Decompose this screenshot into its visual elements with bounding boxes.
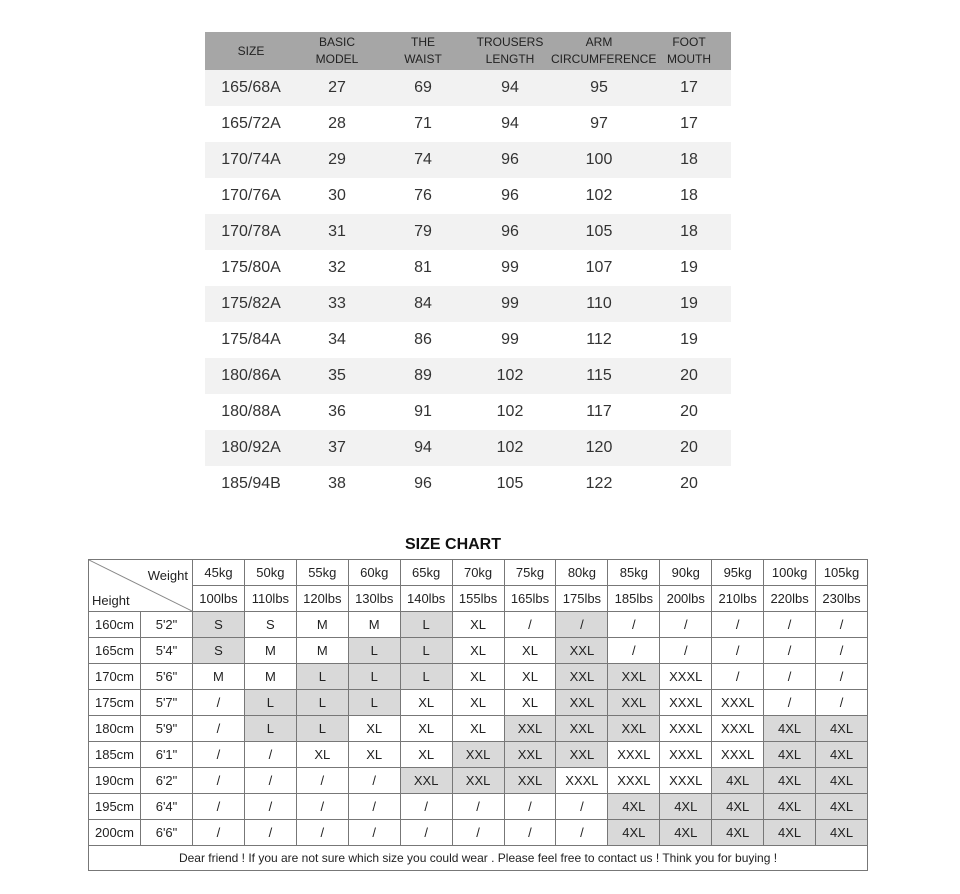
size-cell: 4XL: [712, 794, 764, 820]
measurement-cell: 105: [551, 214, 647, 250]
height-ft-cell: 6'2": [141, 768, 193, 794]
measurement-cell: 79: [377, 214, 469, 250]
size-cell: XL: [348, 716, 400, 742]
size-cell: 4XL: [660, 794, 712, 820]
weight-kg-cell: 90kg: [660, 560, 712, 586]
size-cell: XXXL: [712, 690, 764, 716]
measurement-cell: 99: [469, 322, 551, 358]
measurement-cell: 102: [469, 358, 551, 394]
measurement-header-2: [377, 32, 469, 70]
size-cell: M: [296, 612, 348, 638]
measurement-cell: 74: [377, 142, 469, 178]
height-cm-cell: 190cm: [89, 768, 141, 794]
size-chart-row: [89, 742, 868, 768]
size-cell: 4XL: [816, 794, 868, 820]
measurement-cell: 94: [469, 106, 551, 142]
measurement-cell: 115: [551, 358, 647, 394]
size-cell: 4XL: [764, 794, 816, 820]
size-cell: XXL: [504, 716, 556, 742]
size-chart-title: SIZE CHART: [405, 536, 501, 553]
measurement-header-text: BASIC: [318, 35, 355, 49]
height-ft-cell: 5'2": [141, 612, 193, 638]
size-cell: 4XL: [608, 794, 660, 820]
size-cell: /: [764, 690, 816, 716]
weight-lbs-cell: 110lbs: [244, 586, 296, 612]
size-cell: /: [764, 638, 816, 664]
size-cell: XL: [452, 638, 504, 664]
size-cell: XXXL: [608, 768, 660, 794]
measurement-cell: 84: [377, 286, 469, 322]
weight-kg-cell: 45kg: [193, 560, 245, 586]
measurement-header-text: SIZE: [237, 43, 265, 58]
measurement-header-5: [647, 32, 731, 70]
size-chart-row: [89, 664, 868, 690]
measurement-cell: 175/84A: [205, 322, 297, 358]
size-cell: M: [244, 664, 296, 690]
measurement-cell: 18: [647, 142, 731, 178]
measurement-cell: 110: [551, 286, 647, 322]
measurement-header-3: [469, 32, 551, 70]
contact-note: Dear friend ! If you are not sure which size you could wear . Please feel free to contact us ! Think you for buying !: [89, 846, 868, 871]
size-cell: /: [193, 820, 245, 846]
size-cell: XL: [452, 612, 504, 638]
weight-kg-cell: 50kg: [244, 560, 296, 586]
measurement-cell: 122: [551, 466, 647, 502]
measurement-cell: 105: [469, 466, 551, 502]
size-cell: /: [660, 638, 712, 664]
size-cell: /: [504, 612, 556, 638]
measurement-row: [205, 70, 731, 106]
size-cell: M: [348, 612, 400, 638]
size-cell: /: [712, 638, 764, 664]
size-cell: XXXL: [712, 716, 764, 742]
size-cell: S: [193, 638, 245, 664]
measurement-cell: 36: [297, 394, 377, 430]
weight-kg-cell: 105kg: [816, 560, 868, 586]
size-cell: /: [504, 820, 556, 846]
size-cell: /: [193, 768, 245, 794]
size-cell: /: [712, 612, 764, 638]
measurement-cell: 89: [377, 358, 469, 394]
size-cell: /: [244, 820, 296, 846]
weight-lbs-cell: 200lbs: [660, 586, 712, 612]
size-cell: 4XL: [816, 716, 868, 742]
size-cell: XL: [400, 690, 452, 716]
measurement-cell: 20: [647, 466, 731, 502]
weight-kg-cell: 55kg: [296, 560, 348, 586]
weight-lbs-row: [89, 586, 868, 612]
size-cell: /: [816, 638, 868, 664]
size-chart-row: [89, 638, 868, 664]
measurement-cell: 17: [647, 106, 731, 142]
height-cm-cell: 170cm: [89, 664, 141, 690]
measurement-cell: 112: [551, 322, 647, 358]
measurement-header-text: THE: [411, 35, 435, 49]
measurement-cell: 18: [647, 214, 731, 250]
size-cell: XXL: [452, 742, 504, 768]
size-cell: XXXL: [660, 664, 712, 690]
size-cell: /: [556, 794, 608, 820]
measurement-cell: 18: [647, 178, 731, 214]
measurement-cell: 35: [297, 358, 377, 394]
size-cell: /: [296, 794, 348, 820]
size-cell: XXL: [400, 768, 452, 794]
measurement-cell: 102: [551, 178, 647, 214]
size-cell: S: [193, 612, 245, 638]
height-cm-cell: 200cm: [89, 820, 141, 846]
size-cell: L: [348, 638, 400, 664]
measurement-cell: 27: [297, 70, 377, 106]
size-cell: L: [400, 664, 452, 690]
weight-lbs-cell: 130lbs: [348, 586, 400, 612]
size-cell: /: [764, 664, 816, 690]
size-cell: /: [244, 794, 296, 820]
measurement-cell: 99: [469, 286, 551, 322]
size-cell: 4XL: [816, 768, 868, 794]
size-cell: XL: [504, 690, 556, 716]
measurement-cell: 107: [551, 250, 647, 286]
size-cell: XXL: [608, 690, 660, 716]
weight-lbs-cell: 220lbs: [764, 586, 816, 612]
measurement-cell: 20: [647, 430, 731, 466]
measurement-row: [205, 394, 731, 430]
size-cell: L: [296, 690, 348, 716]
size-chart-row: [89, 690, 868, 716]
size-cell: /: [556, 820, 608, 846]
measurement-cell: 94: [377, 430, 469, 466]
height-label: Height: [92, 593, 130, 608]
weight-lbs-cell: 120lbs: [296, 586, 348, 612]
size-cell: L: [400, 638, 452, 664]
size-cell: XXL: [556, 664, 608, 690]
measurement-cell: 30: [297, 178, 377, 214]
size-cell: XL: [452, 664, 504, 690]
weight-kg-cell: 95kg: [712, 560, 764, 586]
weight-lbs-cell: 140lbs: [400, 586, 452, 612]
measurement-cell: 96: [469, 214, 551, 250]
size-cell: /: [608, 612, 660, 638]
weight-kg-cell: 70kg: [452, 560, 504, 586]
measurement-cell: 37: [297, 430, 377, 466]
measurement-cell: 180/88A: [205, 394, 297, 430]
size-cell: M: [193, 664, 245, 690]
size-cell: XXXL: [660, 716, 712, 742]
height-ft-cell: 5'4": [141, 638, 193, 664]
measurement-cell: 170/76A: [205, 178, 297, 214]
size-cell: XL: [296, 742, 348, 768]
size-chart-row: [89, 716, 868, 742]
size-cell: /: [556, 612, 608, 638]
measurement-cell: 19: [647, 250, 731, 286]
size-cell: XXXL: [660, 742, 712, 768]
measurement-header-text: TROUSERS: [476, 35, 544, 49]
size-chart-row: [89, 794, 868, 820]
measurement-cell: 76: [377, 178, 469, 214]
weight-kg-cell: 100kg: [764, 560, 816, 586]
size-cell: XL: [452, 690, 504, 716]
height-cm-cell: 175cm: [89, 690, 141, 716]
size-cell: 4XL: [764, 820, 816, 846]
measurement-cell: 99: [469, 250, 551, 286]
size-cell: 4XL: [712, 820, 764, 846]
measurement-cell: 86: [377, 322, 469, 358]
height-ft-cell: 6'4": [141, 794, 193, 820]
size-cell: L: [296, 716, 348, 742]
size-cell: /: [348, 820, 400, 846]
measurement-cell: 180/92A: [205, 430, 297, 466]
size-cell: L: [244, 716, 296, 742]
size-cell: XL: [504, 664, 556, 690]
weight-lbs-cell: 185lbs: [608, 586, 660, 612]
size-cell: /: [452, 820, 504, 846]
measurement-cell: 20: [647, 394, 731, 430]
size-cell: /: [296, 768, 348, 794]
size-cell: XXL: [608, 716, 660, 742]
size-cell: /: [816, 612, 868, 638]
size-cell: L: [400, 612, 452, 638]
size-chart-table: [88, 559, 868, 871]
size-cell: /: [452, 794, 504, 820]
size-cell: L: [348, 690, 400, 716]
measurement-cell: 175/82A: [205, 286, 297, 322]
size-cell: /: [296, 820, 348, 846]
weight-kg-cell: 65kg: [400, 560, 452, 586]
size-cell: /: [348, 768, 400, 794]
measurement-cell: 180/86A: [205, 358, 297, 394]
size-cell: XL: [400, 742, 452, 768]
size-cell: /: [193, 690, 245, 716]
size-chart-row: [89, 768, 868, 794]
measurement-header-1: [297, 32, 377, 70]
height-cm-cell: 185cm: [89, 742, 141, 768]
size-cell: M: [296, 638, 348, 664]
size-cell: 4XL: [764, 768, 816, 794]
weight-lbs-cell: 165lbs: [504, 586, 556, 612]
size-chart-footer-row: [89, 846, 868, 871]
weight-label: Weight: [147, 568, 188, 583]
measurement-header-row: [205, 32, 731, 70]
measurement-row: [205, 430, 731, 466]
size-cell: /: [660, 612, 712, 638]
measurement-header-text: MOUTH: [667, 52, 711, 66]
size-cell: /: [712, 664, 764, 690]
size-cell: 4XL: [764, 716, 816, 742]
size-cell: /: [400, 794, 452, 820]
size-cell: /: [193, 716, 245, 742]
size-cell: /: [764, 612, 816, 638]
chart-corner-cell: [89, 560, 193, 612]
height-ft-cell: 5'9": [141, 716, 193, 742]
measurement-header-text: CIRCUMFERENCE: [551, 52, 657, 66]
weight-lbs-cell: 210lbs: [712, 586, 764, 612]
size-cell: XXXL: [712, 742, 764, 768]
size-cell: S: [244, 612, 296, 638]
measurement-row: [205, 286, 731, 322]
height-ft-cell: 6'6": [141, 820, 193, 846]
measurement-cell: 97: [551, 106, 647, 142]
measurement-header-text: WAIST: [404, 52, 442, 66]
measurement-cell: 17: [647, 70, 731, 106]
size-cell: 4XL: [608, 820, 660, 846]
measurement-header-text: ARM: [585, 35, 613, 49]
size-cell: /: [816, 664, 868, 690]
measurement-cell: 38: [297, 466, 377, 502]
size-cell: XXXL: [556, 768, 608, 794]
size-cell: /: [504, 794, 556, 820]
measurement-row: [205, 142, 731, 178]
size-cell: /: [244, 768, 296, 794]
size-cell: XXXL: [660, 768, 712, 794]
weight-lbs-cell: 100lbs: [193, 586, 245, 612]
measurement-cell: 81: [377, 250, 469, 286]
weight-kg-row: [89, 560, 868, 586]
size-cell: 4XL: [712, 768, 764, 794]
measurement-cell: 29: [297, 142, 377, 178]
size-cell: /: [193, 742, 245, 768]
size-cell: /: [608, 638, 660, 664]
measurement-cell: 96: [469, 178, 551, 214]
height-ft-cell: 5'7": [141, 690, 193, 716]
weight-kg-cell: 80kg: [556, 560, 608, 586]
size-cell: XXL: [556, 742, 608, 768]
measurement-cell: 165/68A: [205, 70, 297, 106]
measurement-cell: 94: [469, 70, 551, 106]
measurement-cell: 170/74A: [205, 142, 297, 178]
measurement-cell: 175/80A: [205, 250, 297, 286]
size-cell: XXL: [556, 716, 608, 742]
measurement-header-text: LENGTH: [485, 52, 535, 66]
size-cell: XL: [504, 638, 556, 664]
measurement-cell: 170/78A: [205, 214, 297, 250]
size-cell: /: [193, 794, 245, 820]
weight-kg-cell: 75kg: [504, 560, 556, 586]
size-cell: M: [244, 638, 296, 664]
height-ft-cell: 6'1": [141, 742, 193, 768]
measurement-header-text: FOOT: [672, 35, 706, 49]
measurement-cell: 19: [647, 322, 731, 358]
measurement-cell: 34: [297, 322, 377, 358]
weight-lbs-cell: 155lbs: [452, 586, 504, 612]
weight-lbs-cell: 230lbs: [816, 586, 868, 612]
measurement-row: [205, 214, 731, 250]
measurement-cell: 120: [551, 430, 647, 466]
size-chart-row: [89, 820, 868, 846]
size-cell: XXL: [504, 768, 556, 794]
size-cell: XL: [452, 716, 504, 742]
height-ft-cell: 5'6": [141, 664, 193, 690]
size-cell: XL: [348, 742, 400, 768]
weight-kg-cell: 85kg: [608, 560, 660, 586]
measurement-cell: 96: [469, 142, 551, 178]
measurement-cell: 185/94B: [205, 466, 297, 502]
size-cell: /: [400, 820, 452, 846]
measurement-row: [205, 106, 731, 142]
size-cell: 4XL: [816, 742, 868, 768]
size-cell: 4XL: [764, 742, 816, 768]
measurement-cell: 102: [469, 394, 551, 430]
measurement-row: [205, 250, 731, 286]
measurement-cell: 96: [377, 466, 469, 502]
height-cm-cell: 160cm: [89, 612, 141, 638]
measurement-row: [205, 178, 731, 214]
size-chart-row: [89, 612, 868, 638]
measurement-table: [205, 32, 731, 502]
size-cell: 4XL: [660, 820, 712, 846]
size-cell: L: [296, 664, 348, 690]
measurement-row: [205, 358, 731, 394]
measurement-cell: 71: [377, 106, 469, 142]
measurement-cell: 33: [297, 286, 377, 322]
size-cell: XXXL: [660, 690, 712, 716]
measurement-cell: 20: [647, 358, 731, 394]
size-cell: /: [816, 690, 868, 716]
height-cm-cell: 165cm: [89, 638, 141, 664]
height-cm-cell: 195cm: [89, 794, 141, 820]
measurement-cell: 31: [297, 214, 377, 250]
weight-kg-cell: 60kg: [348, 560, 400, 586]
measurement-cell: 117: [551, 394, 647, 430]
measurement-cell: 91: [377, 394, 469, 430]
measurement-header-text: MODEL: [315, 52, 359, 66]
size-cell: L: [244, 690, 296, 716]
size-cell: XL: [400, 716, 452, 742]
size-cell: XXL: [452, 768, 504, 794]
size-cell: XXL: [504, 742, 556, 768]
measurement-row: [205, 466, 731, 502]
measurement-header-4: [551, 32, 657, 70]
size-cell: 4XL: [816, 820, 868, 846]
measurement-cell: 32: [297, 250, 377, 286]
size-cell: XXL: [608, 664, 660, 690]
size-cell: XXL: [556, 690, 608, 716]
measurement-row: [205, 322, 731, 358]
measurement-cell: 165/72A: [205, 106, 297, 142]
size-cell: XXXL: [608, 742, 660, 768]
measurement-cell: 95: [551, 70, 647, 106]
weight-lbs-cell: 175lbs: [556, 586, 608, 612]
measurement-cell: 69: [377, 70, 469, 106]
measurement-cell: 28: [297, 106, 377, 142]
height-cm-cell: 180cm: [89, 716, 141, 742]
size-cell: /: [244, 742, 296, 768]
measurement-cell: 100: [551, 142, 647, 178]
measurement-header-0: [205, 32, 297, 70]
size-cell: XXL: [556, 638, 608, 664]
size-cell: L: [348, 664, 400, 690]
measurement-cell: 102: [469, 430, 551, 466]
size-cell: /: [348, 794, 400, 820]
measurement-cell: 19: [647, 286, 731, 322]
